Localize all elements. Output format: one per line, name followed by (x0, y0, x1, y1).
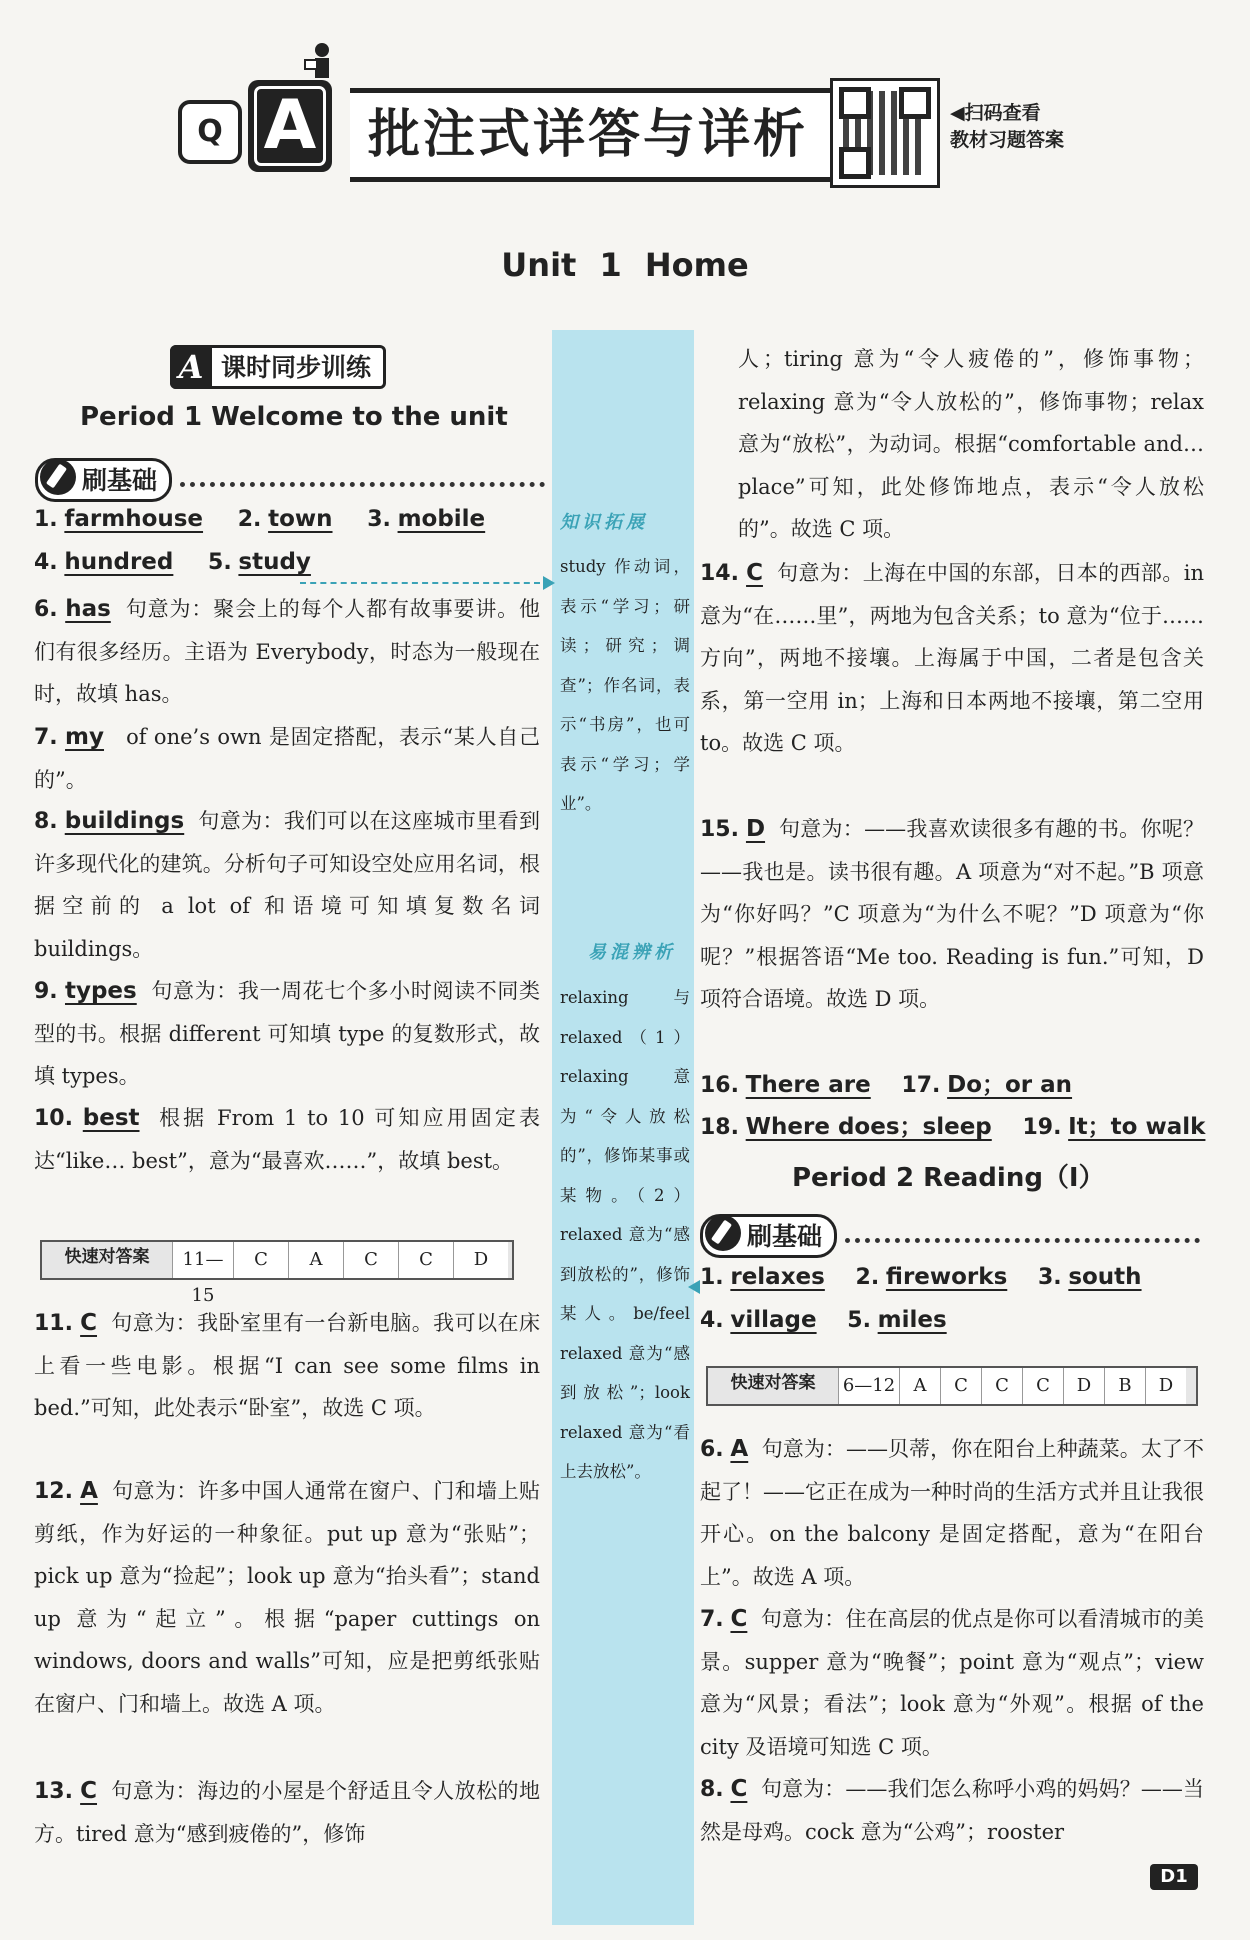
item-13: 13. C 句意为：海边的小屋是个舒适且令人放松的地方。tired 意为“感到疲倦的”，修饰 (34, 1778, 540, 1846)
knowledge-extension-heading: 知识拓展 (560, 512, 648, 533)
a-logo: A (248, 80, 332, 172)
knowledge-extension-text: study 作动词，表示“学习；研读；研究；调查”；作名词，表示“书房”，也可表示“学习；学业”。 (560, 557, 690, 813)
answers-row-2: 4. hundred 5. study (34, 549, 311, 575)
brush-icon (705, 1215, 741, 1251)
quick-answer-table-1: 快速对答案 11—15 C A C C D (40, 1240, 514, 1280)
answers-row-18-19: 18. Where does；sleep 19. It；to walk (700, 1114, 1206, 1140)
item-p2-6: 6. A 句意为：——贝蒂，你在阳台上种蔬菜。太了不起了！——它正在成为一种时尚的生活方式并且让我很开心。on the balcony 是固定搭配，意为“在阳台上”。故选 A 项。 (700, 1436, 1204, 1589)
item-9: 9. types 句意为：我一周花七个多小时阅读不同类型的书。根据 different 可知填 type 的复数形式，故填 types。 (34, 978, 540, 1088)
period-1-title: Period 1 Welcome to the unit (80, 402, 508, 432)
answers-row-16-17: 16. There are 17. Do；or an (700, 1072, 1073, 1098)
answers-row-p2-1: 1. relaxes 2. fireworks 3. south (700, 1264, 1142, 1290)
arrow-left-icon (688, 1280, 700, 1294)
period-2-title: Period 2 Reading（Ⅰ） (792, 1163, 1105, 1193)
answers-row-p2-2: 4. village 5. miles (700, 1307, 947, 1333)
unit-title: Unit 1 Home (501, 246, 749, 284)
item-p2-7: 7. C 句意为：住在高层的优点是你可以看清城市的美景。supper 意为“晚餐”；point 意为“观点”；view 意为“风景；看法”；look 意为“外观”。根据 of the city 及语境可知选 C 项。 (700, 1606, 1204, 1759)
item-12: 12. A 句意为：许多中国人通常在窗户、门和墙上贴剪纸，作为好运的一种象征。put up 意为“张贴”；pick up 意为“捡起”；look up 意为“抬头看”；stand up 意为“起立”。根据“paper cuttings on windows, doors and walls”可知，应是把剪纸张贴在窗户、门和墙上。故选 A 项。 (34, 1478, 540, 1716)
link-line (300, 582, 540, 584)
item-11: 11. C 句意为：我卧室里有一台新电脑。我可以在床上看一些电影。根据“I can see some films in bed.”可知，此处表示“卧室”，故选 C 项。 (34, 1310, 540, 1420)
item-15: 15. D 句意为：——我喜欢读很多有趣的书。你呢？——我也是。读书很有趣。A 项意为“对不起。”B 项意为“你好吗？”C 项意为“为什么不呢？”D 项意为“你呢？”根据答语“Me too. Reading is fun.”可知，D 项符合语境。故选 D 项。 (700, 816, 1205, 1011)
brush-icon (40, 459, 76, 495)
item-7: 7. my of one’s own 是固定搭配，表示“某人自己的”。 (34, 724, 540, 792)
q-logo: Q (178, 100, 242, 164)
arrow-right-icon (543, 576, 555, 590)
item-p2-8: 8. C 句意为：——我们怎么称呼小鸡的妈妈？——当然是母鸡。cock 意为“公鸡”；rooster (700, 1776, 1205, 1844)
quick-answer-table-2: 快速对答案 6—12 A C C C D B D (706, 1366, 1198, 1406)
qr-code[interactable] (830, 78, 940, 188)
basics-header: 刷基础 (35, 458, 545, 502)
page-number: D1 (1150, 1864, 1198, 1890)
header-banner (170, 40, 1070, 180)
item-13-continued: 人；tiring 意为“令人疲倦的”，修饰事物；relaxing 意为“令人放松的”，修饰事物；relax 意为“放松”，为动词。根据“comfortable and… place”可知，此处修饰地点，表示“令人放松的”。故选 C 项。 (738, 347, 1204, 541)
answers-row-1: 1. farmhouse 2. town 3. mobile (34, 506, 486, 532)
item-8: 8. buildings 句意为：我们可以在这座城市里看到许多现代化的建筑。分析句子可知设空处应用名词，根据空前的 a lot of 和语境可知填复数名词 buildings。 (34, 808, 540, 961)
confusable-heading: 易混辨析 (588, 942, 676, 963)
header-title: 批注式详答与详析 (350, 88, 838, 182)
item-10: 10. best 根据 From 1 to 10 可知应用固定表达“like… best”，意为“最喜欢……”，故填 best。 (34, 1105, 540, 1173)
item-6: 6. has 句意为：聚会上的每个人都有故事要讲。他们有很多经历。主语为 Everybody，时态为一般现在时，故填 has。 (34, 596, 541, 706)
confusable-text: relaxing 与 relaxed（1）relaxing 意为“令人放松的”，修饰某事或某物。（2）relaxed 意为“感到放松的”，修饰某人。be/feel relaxed 意为“感到放松”；look relaxed 意为“看上去放松”。 (560, 988, 690, 1481)
section-badge: A 课时同步训练 (170, 345, 386, 389)
item-14: 14. C 句意为：上海在中国的东部，日本的西部。in 意为“在……里”，两地为包含关系；to 意为“位于……方向”，两地不接壤。上海属于中国，二者是包含关系，第一空用 in；上海和日本两地不接壤，第二空用 to。故选 C 项。 (700, 560, 1204, 755)
basics-header-2: 刷基础 (700, 1214, 1200, 1258)
qr-caption: ◀扫码查看 教材习题答案 (950, 102, 1065, 151)
